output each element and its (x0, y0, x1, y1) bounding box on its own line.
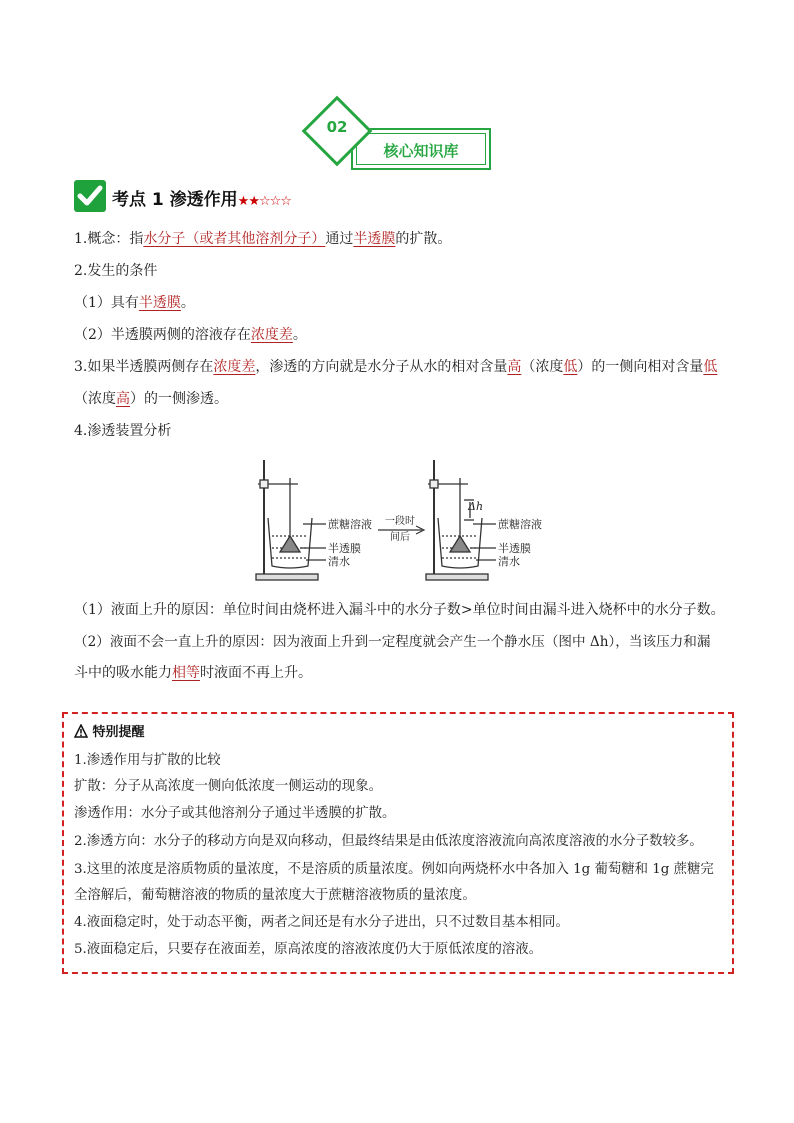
concept-line: 1.概念：指水分子（或者其他溶剂分子）通过半透膜的扩散。 (74, 231, 452, 247)
reminder-line-1: 1.渗透作用与扩散的比较 (74, 753, 221, 768)
label-water-left: 清水 (328, 555, 350, 568)
stop-reason-2: 斗中的吸水能力相等时液面不再上升。 (74, 665, 312, 681)
device-title: 4.渗透装置分析 (74, 423, 172, 439)
condition-1: （1）具有半透膜。 (74, 295, 195, 311)
difficulty-stars: ★★☆☆☆ (237, 194, 291, 209)
reminder-line-2: 扩散：分子从高浓度一侧向低浓度一侧运动的现象。 (74, 779, 382, 794)
reminder-line-5: 3.这里的浓度是溶质物质的量浓度，不是溶质的质量浓度。例如向两烧杯水中各加入 1g 葡萄糖和 1g 蔗糖完 (74, 862, 714, 877)
reminder-title: 特别提醒 (74, 721, 145, 740)
arrow-label-top: 一段时 (385, 516, 415, 527)
label-membrane-right: 半透膜 (498, 542, 531, 555)
direction-line-1: 3.如果半透膜两侧存在浓度差，渗透的方向就是水分子从水的相对含量高（浓度低）的一侧向相对含量低 (74, 359, 718, 375)
osmosis-apparatus-figure (248, 452, 558, 588)
reminder-line-6: 全溶解后，葡萄糖溶液的物质的量浓度大于蔗糖溶液物质的量浓度。 (74, 888, 476, 903)
label-sucrose-right: 蔗糖溶液 (498, 518, 542, 531)
banner-box (351, 128, 491, 170)
condition-2: （2）半透膜两侧的溶液存在浓度差。 (74, 327, 307, 343)
label-sucrose-left: 蔗糖溶液 (328, 518, 372, 531)
section-banner (308, 102, 494, 170)
check-icon (74, 180, 106, 212)
topic-title: 考点 1 渗透作用 (112, 190, 238, 210)
banner-number: 02 (326, 118, 348, 136)
reminder-line-3: 渗透作用：水分子或其他溶剂分子通过半透膜的扩散。 (74, 806, 396, 821)
rise-reason: （1）液面上升的原因：单位时间由烧杯进入漏斗中的水分子数>单位时间由漏斗进入烧杯中的水分子数。 (74, 602, 725, 618)
warning-icon (74, 724, 88, 738)
label-membrane-left: 半透膜 (328, 542, 361, 555)
arrow-label-bottom: 间后 (390, 532, 410, 543)
banner-label: 核心知识库 (383, 142, 459, 160)
reminder-line-4: 2.渗透方向：水分子的移动方向是双向移动，但最终结果是由低浓度溶液流向高浓度溶液的水分子数较多。 (74, 834, 703, 849)
label-water-right: 清水 (498, 555, 520, 568)
stop-reason-1: （2）液面不会一直上升的原因：因为液面上升到一定程度就会产生一个静水压（图中 Δh），当该压力和漏 (74, 634, 711, 650)
direction-line-2: （浓度高）的一侧渗透。 (74, 391, 228, 407)
reminder-line-8: 5.液面稳定后，只要存在液面差，原高浓度的溶液浓度仍大于原低浓度的溶液。 (74, 942, 543, 957)
reminder-line-7: 4.液面稳定时，处于动态平衡，两者之间还是有水分子进出，只不过数目基本相同。 (74, 915, 569, 930)
condition-title: 2.发生的条件 (74, 263, 158, 279)
delta-h-label: Δh (468, 500, 484, 513)
